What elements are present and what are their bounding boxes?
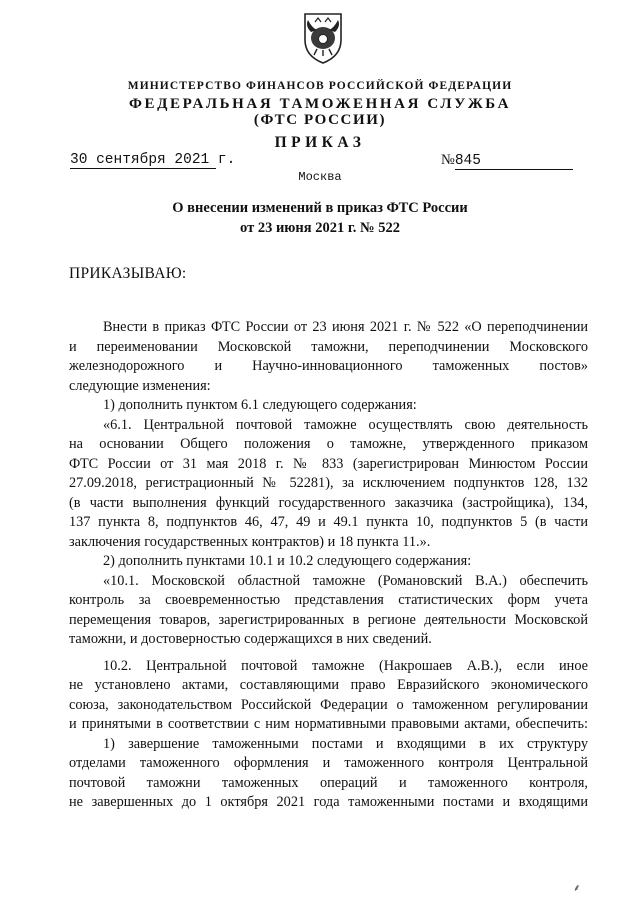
document-subject (0, 198, 640, 238)
body-line: таможни, и достоверностью содержащихся в них сведений. (69, 631, 432, 647)
body-line: на основании Общего положения о таможне, утвержденного приказом (69, 436, 588, 452)
body-line: (в части выполнения функций государственного заказчика (застройщика), 134, (69, 494, 588, 511)
body-line: 10.2. Центральной почтовой таможне (Накрошаев А.В.), если иное (103, 657, 588, 674)
document-type: ПРИКАЗ (274, 134, 366, 151)
city: Москва (298, 170, 342, 184)
document-number-block (441, 152, 573, 170)
prikazyvayu-heading: ПРИКАЗЫВАЮ: (69, 265, 187, 282)
ministry-name: МИНИСТЕРСТВО ФИНАНСОВ РОССИЙСКОЙ ФЕДЕРАЦИИ (127, 80, 513, 92)
body-line: и переименовании Московской таможни, переподчинении Московского (69, 338, 588, 355)
service-name: ФЕДЕРАЛЬНАЯ ТАМОЖЕННАЯ СЛУЖБА (128, 96, 512, 112)
scan-mark: ⸙ (573, 883, 581, 894)
body-line: 137 пункта 8, подпунктов 46, 47, 49 и 49.1 пункта 10, подпунктов 5 (в части (69, 514, 588, 530)
body-line: Внести в приказ ФТС России от 23 июня 2021 г. № 522 «О переподчинении (103, 319, 588, 335)
body-line: 1) дополнить пунктом 6.1 следующего содержания: (103, 397, 417, 413)
body-line: «10.1. Московской областной таможне (Романовский В.А.) обеспечить (103, 572, 588, 589)
subject-line: от 23 июня 2021 г. № 522 (240, 220, 400, 236)
subject-line: О внесении изменений в приказ ФТС России (172, 200, 468, 216)
service-short-name: (ФТС РОССИИ) (253, 112, 387, 128)
body-line: железнодорожного и Научно-инновационного таможенных постов» (69, 358, 588, 374)
body-line: ФТС России от 31 мая 2018 г. № 833 (зарегистрирован Минюстом России (69, 455, 588, 472)
body-line: перемещения товаров, зарегистрированных в регионе деятельности Московской (69, 611, 588, 628)
document-date: 30 сентября 2021 г. (70, 152, 236, 168)
body-line: 1) завершение таможенными постами и входящими в их структуру (103, 735, 588, 752)
number-sign: № (441, 152, 455, 168)
body-line: не завершенных до 1 октября 2021 года таможенными постами и входящими (69, 794, 588, 810)
body-line: 27.09.2018, регистрационный № 52281), за исключением подпунктов 128, 132 (69, 475, 588, 491)
body-line: отделами таможенного оформления и таможенного контроля Центральной (69, 755, 588, 771)
coat-of-arms-emblem (299, 10, 347, 66)
body-line: «6.1. Центральной почтовой таможне осуществлять свою деятельность (103, 416, 588, 433)
body-line: следующие изменения: (69, 377, 211, 394)
body-line: союза, законодательством Российской Федерации о таможенном регулировании (69, 696, 588, 713)
document-body (69, 318, 588, 813)
body-line: заключения государственных контрактов) и 18 пункта 11.». (69, 533, 431, 550)
body-line: почтовой таможни таможенных операций и таможенного контроля, (69, 774, 588, 791)
body-line: контроль за своевременностью представления статистических форм учета (69, 592, 588, 608)
body-line: не установлено актами, составляющими право Евразийского экономического (69, 677, 588, 693)
document-number: 845 (455, 153, 573, 170)
body-line: 2) дополнить пунктами 10.1 и 10.2 следующего содержания: (103, 553, 472, 569)
body-line: и принятыми в соответствии с ним нормативными правовыми актами, обеспечить: (69, 716, 588, 732)
